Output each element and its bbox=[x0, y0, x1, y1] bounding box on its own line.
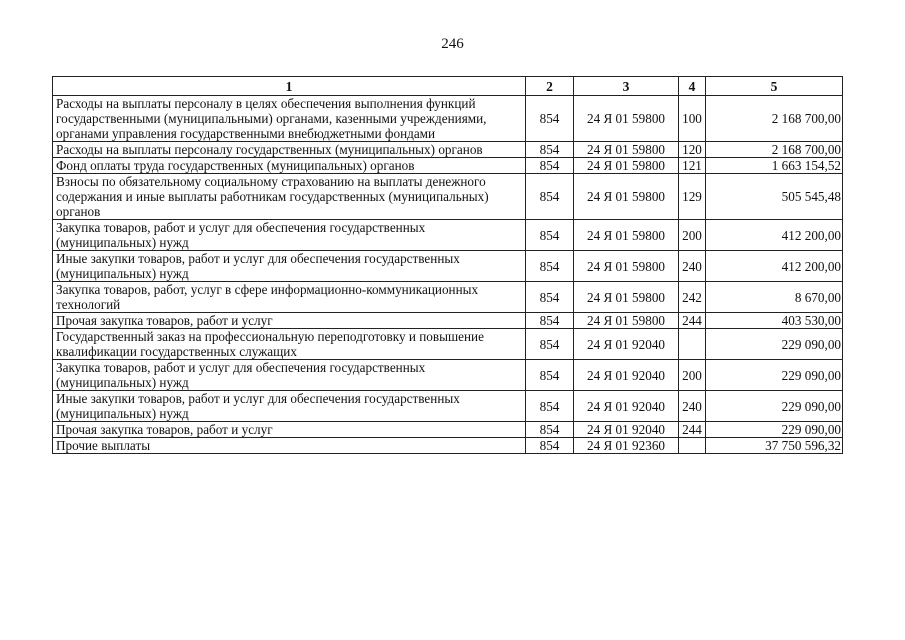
table-row bbox=[53, 329, 843, 360]
row-amount: 412 200,00 bbox=[706, 220, 843, 251]
row-name: Прочая закупка товаров, работ и услуг bbox=[53, 313, 526, 329]
header-col-1: 1 bbox=[53, 77, 526, 96]
header-col-4: 4 bbox=[679, 77, 706, 96]
row-type: 240 bbox=[679, 251, 706, 282]
budget-table bbox=[52, 76, 843, 454]
table-row bbox=[53, 158, 843, 174]
row-name: Иные закупки товаров, работ и услуг для обеспечения государственных (муниципальных) нужд bbox=[53, 391, 526, 422]
row-code: 854 bbox=[526, 158, 574, 174]
row-type: 120 bbox=[679, 142, 706, 158]
row-type: 100 bbox=[679, 96, 706, 142]
row-article: 24 Я 01 92040 bbox=[574, 360, 679, 391]
row-name: Закупка товаров, работ, услуг в сфере информационно-коммуникационных технологий bbox=[53, 282, 526, 313]
row-amount: 229 090,00 bbox=[706, 391, 843, 422]
row-name: Иные закупки товаров, работ и услуг для обеспечения государственных (муниципальных) нужд bbox=[53, 251, 526, 282]
table-row bbox=[53, 96, 843, 142]
row-type: 200 bbox=[679, 360, 706, 391]
row-code: 854 bbox=[526, 360, 574, 391]
row-type: 244 bbox=[679, 422, 706, 438]
row-code: 854 bbox=[526, 438, 574, 454]
row-code: 854 bbox=[526, 422, 574, 438]
row-name: Прочие выплаты bbox=[53, 438, 526, 454]
table-row bbox=[53, 282, 843, 313]
row-name: Закупка товаров, работ и услуг для обеспечения государственных (муниципальных) нужд bbox=[53, 220, 526, 251]
row-amount: 2 168 700,00 bbox=[706, 96, 843, 142]
row-code: 854 bbox=[526, 251, 574, 282]
row-code: 854 bbox=[526, 142, 574, 158]
row-article: 24 Я 01 59800 bbox=[574, 282, 679, 313]
row-code: 854 bbox=[526, 329, 574, 360]
row-type: 121 bbox=[679, 158, 706, 174]
row-article: 24 Я 01 59800 bbox=[574, 142, 679, 158]
table-row bbox=[53, 142, 843, 158]
row-name: Расходы на выплаты персоналу государственных (муниципальных) органов bbox=[53, 142, 526, 158]
header-col-2: 2 bbox=[526, 77, 574, 96]
header-col-5: 5 bbox=[706, 77, 843, 96]
row-article: 24 Я 01 59800 bbox=[574, 251, 679, 282]
row-name: Взносы по обязательному социальному страхованию на выплаты денежного содержания и иные выплаты работникам государственных (муниципальных) органов bbox=[53, 174, 526, 220]
table-row bbox=[53, 391, 843, 422]
row-type: 244 bbox=[679, 313, 706, 329]
row-amount: 403 530,00 bbox=[706, 313, 843, 329]
row-amount: 412 200,00 bbox=[706, 251, 843, 282]
row-code: 854 bbox=[526, 313, 574, 329]
table-row bbox=[53, 438, 843, 454]
row-code: 854 bbox=[526, 96, 574, 142]
row-amount: 505 545,48 bbox=[706, 174, 843, 220]
row-name: Государственный заказ на профессиональную переподготовку и повышение квалификации государственных служащих bbox=[53, 329, 526, 360]
row-article: 24 Я 01 59800 bbox=[574, 96, 679, 142]
row-code: 854 bbox=[526, 391, 574, 422]
row-article: 24 Я 01 59800 bbox=[574, 220, 679, 251]
row-name: Расходы на выплаты персоналу в целях обеспечения выполнения функций государственными (муниципальными) органами, казенными учреждениями, органами управления государственными внебюджетными фондами bbox=[53, 96, 526, 142]
row-article: 24 Я 01 92040 bbox=[574, 391, 679, 422]
header-col-3: 3 bbox=[574, 77, 679, 96]
row-amount: 229 090,00 bbox=[706, 329, 843, 360]
table-row bbox=[53, 360, 843, 391]
row-type bbox=[679, 438, 706, 454]
row-type: 129 bbox=[679, 174, 706, 220]
row-amount: 229 090,00 bbox=[706, 360, 843, 391]
row-article: 24 Я 01 92040 bbox=[574, 329, 679, 360]
row-article: 24 Я 01 92360 bbox=[574, 438, 679, 454]
row-code: 854 bbox=[526, 282, 574, 313]
row-name: Фонд оплаты труда государственных (муниципальных) органов bbox=[53, 158, 526, 174]
row-code: 854 bbox=[526, 220, 574, 251]
row-name: Закупка товаров, работ и услуг для обеспечения государственных (муниципальных) нужд bbox=[53, 360, 526, 391]
row-type: 240 bbox=[679, 391, 706, 422]
row-code: 854 bbox=[526, 174, 574, 220]
row-name: Прочая закупка товаров, работ и услуг bbox=[53, 422, 526, 438]
table-row bbox=[53, 251, 843, 282]
row-amount: 1 663 154,52 bbox=[706, 158, 843, 174]
row-type bbox=[679, 329, 706, 360]
table-row bbox=[53, 422, 843, 438]
row-article: 24 Я 01 92040 bbox=[574, 422, 679, 438]
row-amount: 8 670,00 bbox=[706, 282, 843, 313]
row-amount: 37 750 596,32 bbox=[706, 438, 843, 454]
row-article: 24 Я 01 59800 bbox=[574, 313, 679, 329]
row-article: 24 Я 01 59800 bbox=[574, 158, 679, 174]
table-row bbox=[53, 313, 843, 329]
row-type: 242 bbox=[679, 282, 706, 313]
header-row bbox=[53, 77, 843, 96]
row-amount: 2 168 700,00 bbox=[706, 142, 843, 158]
row-amount: 229 090,00 bbox=[706, 422, 843, 438]
row-type: 200 bbox=[679, 220, 706, 251]
page-number: 246 bbox=[441, 36, 464, 52]
row-article: 24 Я 01 59800 bbox=[574, 174, 679, 220]
table-row bbox=[53, 220, 843, 251]
table-row bbox=[53, 174, 843, 220]
